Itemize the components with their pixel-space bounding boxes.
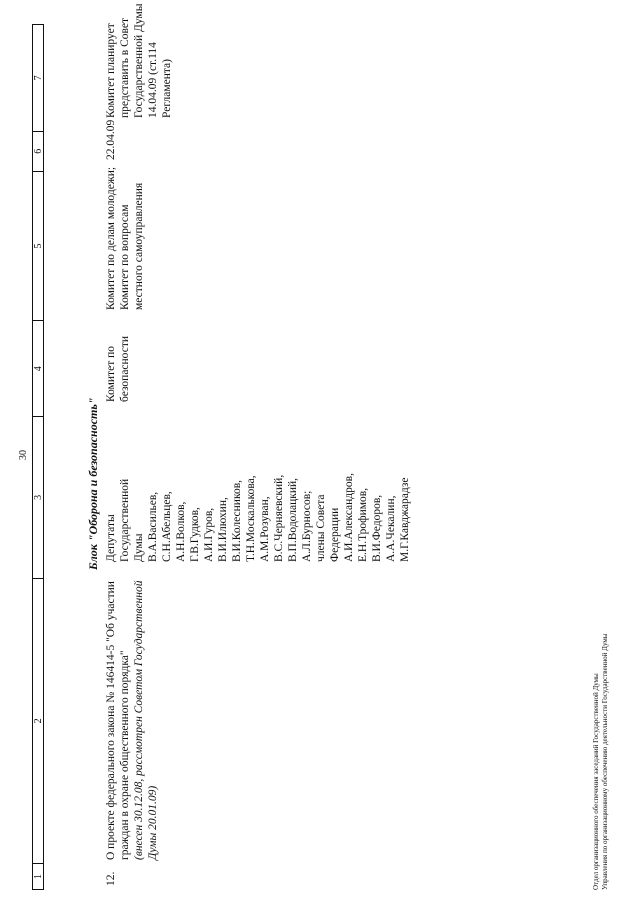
initiators-list	[104, 402, 412, 562]
initiator-line: А.И.Александров,	[343, 473, 355, 562]
initiator-line: В.П.Водолацкий,	[287, 477, 299, 562]
column-number-5: 5	[33, 171, 43, 321]
footer-department	[592, 634, 610, 890]
bill-submission-note: (внесен 30.12.08, рассмотрен Советом Государственной Думы 20.01.09)	[133, 580, 159, 860]
initiator-line: Г.В.Гудков,	[189, 507, 201, 562]
initiator-line: А.А.Чекалин,	[385, 495, 397, 562]
bill-description	[104, 570, 160, 860]
initiator-line: А.И.Гуров,	[203, 507, 215, 562]
status-text: Комитет планирует представить в Совет Государственной Думы 14.04.09 (ст.114 Регламента)	[105, 3, 173, 118]
column-number-1: 1	[33, 863, 43, 889]
column-number-7: 7	[32, 75, 44, 81]
co-executor-committees	[104, 160, 146, 310]
initiator-line: Федерации	[329, 507, 341, 562]
bill-title: О проекте федерального закона № 146414-5 "Об участии граждан в охране общественного порядка"	[105, 581, 131, 860]
initiator-line: Думы	[133, 533, 145, 562]
column-number-3: 3	[33, 416, 43, 578]
initiator-line: А.Л.Бурносов;	[301, 490, 313, 562]
initiator-line: Е.Н.Трофимов,	[357, 487, 369, 562]
initiator-line: С.Н.Абельцев,	[161, 491, 173, 562]
column-number-6: 6	[33, 131, 43, 171]
initiator-line: В.А.Васильев,	[147, 491, 159, 562]
column-number-2: 2	[33, 578, 43, 863]
column-number-4: 4	[33, 320, 43, 416]
initiator-line: Депутаты	[105, 514, 117, 562]
row-number: 12.	[105, 871, 117, 886]
initiator-line: члены Совета	[315, 494, 327, 562]
initiator-line: В.И.Колесников,	[231, 479, 243, 562]
initiator-line: В.И.Федоров,	[371, 494, 383, 562]
column-header-row	[32, 24, 44, 890]
initiator-line: В.С.Черняевский,	[273, 474, 285, 562]
initiator-line: М.Г.Кавджарадзе	[399, 477, 411, 562]
initiator-line: Т.Н.Москалькова,	[245, 475, 257, 562]
initiator-line: А.Н.Волков,	[175, 501, 187, 562]
page-number: 30	[18, 450, 29, 460]
footer-line-1: Отдел организационного обеспечения заседаний Государственной Думы	[592, 673, 600, 890]
footer-line-2: Управления по организационному обеспечению деятельности Государственной Думы	[601, 633, 609, 890]
initiator-line: А.М.Розуван,	[259, 496, 271, 562]
status-note	[104, 3, 174, 118]
block-title: Блок "Оборона и безопасность"	[86, 397, 100, 570]
initiator-line: В.И.Илюхин,	[217, 497, 229, 562]
initiator-line: Государственной	[119, 478, 131, 562]
co-committees-text: Комитет по делам молодежи; Комитет по вопросам местного самоуправления	[105, 166, 145, 310]
responsible-committee: Комитет по безопасности	[105, 335, 131, 402]
planned-date: 22.04.09	[105, 119, 117, 160]
